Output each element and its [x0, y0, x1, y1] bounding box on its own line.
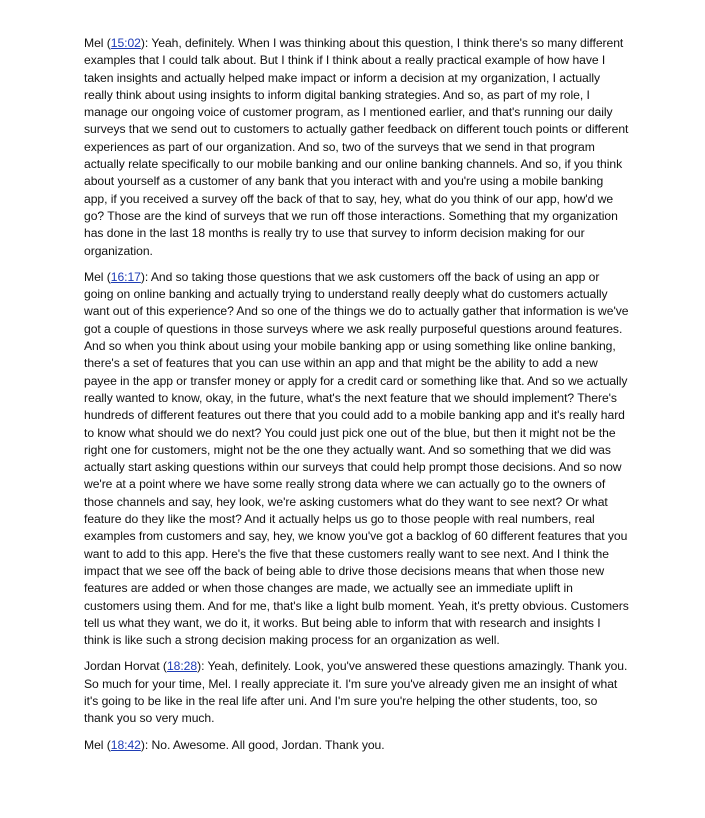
transcript-paragraph: Mel (15:02): Yeah, definitely. When I was thinking about this question, I think there's so many different examples that I could talk about. But I think if I think about a really practical example of how have I taken insights and actually helped make impact or inform a decision at my organization, I actually really think about using insights to inform digital banking strategies. And so, as part of my role, I manage our ongoing voice of customer program, as I mentioned earlier, and that's running our daily surveys that we send out to customers to actually gather feedback on different touch points or different experiences as part of our organization. And so, two of the surveys that we send in that program actually relate specifically to our mobile banking and our online banking channels. And so, if you think about yourself as a customer of any bank that you interact with and you're using a mobile banking app, if you received a survey off the back of that to say, hey, what do you think of our app, how'd we go? Those are the kind of surveys that we run off those interactions. Something that my organization has done in the last 18 months is really try to use that survey to inform decision making for our organization.	[84, 36, 629, 258]
paragraph-text: : Yeah, definitely. Look, you've answered these questions amazingly. Thank you. So much for your time, Mel. I really appreciate it. I'm sure you've already given me an insight of what it's going to be like in the real life after uni. And I'm sure you're helping the other students, too, so thank you so very much.	[84, 659, 628, 726]
timestamp-link[interactable]: 18:28	[166, 659, 198, 674]
paragraph-text: : And so taking those questions that we ask customers off the back of using an app or going on online banking and actually trying to understand really deeply what do customers actually want out of this experience? And so one of the things we do to actually gather that information is we've got a couple of questions in those surveys where we ask really purposeful questions around features. And so when you think about using your mobile banking app or using something like online banking, there's a set of features that you can use within an app and that might be the ability to add a new payee in the app or transfer money or apply for a credit card or something like that. And so we actually really wanted to know, okay, in the future, what's the next feature that we should implement? There's hundreds of different features out there that you could add to a mobile banking app and it's really hard to know what should we do next? You could just pick one out of the blue, but then it might not be the right one for customers, might not be the one they actually want. And so something that we did was actually start asking questions within our surveys that could help prompt those decisions. And so now we're at a point where we have some really strong data where we can actually go to the owners of those channels and say, hey look, we're asking customers what do they want to see next? Or what feature do they like the most? And it actually helps us go to those people with real numbers, real examples from customers and say, hey, we know you've got a backlog of 60 different features that you want to add to this app. Here's the five that these customers really want to see next. And I think the impact that we see off the back of being able to drive those decisions means that when those new features are added or when those changes are made, we actually see an immediate uplift in customers using them. And for me, that's like a light bulb moment. Yeah, it's pretty obvious. Customers tell us what they want, we do it, it works. But being able to inform that with research and insights I think is like such a strong decision making process for an organization as well.	[84, 269, 629, 648]
transcript-paragraph: Jordan Horvat (18:28): Yeah, definitely. Look, you've answered these questions amazingly. Thank you. So much for your time, Mel. I really appreciate it. I'm sure you've already given me an insight of what it's going to be like in the real life after uni. And I'm sure you're helping the other students, too, so thank you so very much.	[84, 659, 628, 726]
transcript-body	[84, 35, 629, 763]
timestamp-link[interactable]: 16:17	[110, 269, 141, 284]
speaker-name: Mel	[84, 737, 104, 752]
transcript-paragraph: Mel (18:42): No. Awesome. All good, Jordan. Thank you.	[84, 737, 385, 752]
speaker-name: Jordan Horvat	[84, 659, 160, 674]
timestamp-link[interactable]: 15:02	[110, 36, 141, 50]
timestamp-link[interactable]: 18:42	[110, 737, 141, 752]
paragraph-text: : No. Awesome. All good, Jordan. Thank you.	[144, 737, 385, 752]
speaker-name: Mel	[84, 36, 104, 50]
paragraph-text: : Yeah, definitely. When I was thinking about this question, I think there's so many different examples that I could talk about. But I think if I think about a really practical example of how have I taken insights and actually helped make impact or inform a decision at my organization, I actually really think about using insights to inform digital banking strategies. And so, as part of my role, I manage our ongoing voice of customer program, as I mentioned earlier, and that's running our daily surveys that we send out to customers to actually gather feedback on different touch points or different experiences as part of our organization. And so, two of the surveys that we send in that program actually relate specifically to our mobile banking and our online banking channels. And so, if you think about yourself as a customer of any bank that you interact with and you're using a mobile banking app, if you received a survey off the back of that to say, hey, what do you think of our app, how'd we go? Those are the kind of surveys that we run off those interactions. Something that my organization has done in the last 18 months is really try to use that survey to inform decision making for our organization.	[84, 36, 629, 258]
transcript-paragraph: Mel (16:17): And so taking those questions that we ask customers off the back of using an app or going on online banking and actually trying to understand really deeply what do customers actually want out of this experience? And so one of the things we do to actually gather that information is we've got a couple of questions in those surveys where we ask really purposeful questions around features. And so when you think about using your mobile banking app or using something like online banking, there's a set of features that you can use within an app and that might be the ability to add a new payee in the app or transfer money or apply for a credit card or something like that. And so we actually really wanted to know, okay, in the future, what's the next feature that we should implement? There's hundreds of different features out there that you could add to a mobile banking app and it's really hard to know what should we do next? You could just pick one out of the blue, but then it might not be the right one for customers, might not be the one they actually want. And so something that we did was actually start asking questions within our surveys that could help prompt those decisions. And so now we're at a point where we have some really strong data where we can actually go to the owners of those channels and say, hey look, we're asking customers what do they want to see next? Or what feature do they like the most? And it actually helps us go to those people with real numbers, real examples from customers and say, hey, we know you've got a backlog of 60 different features that you want to add to this app. Here's the five that these customers really want to see next. And I think the impact that we see off the back of being able to drive those decisions means that when those new features are added or when those changes are made, we actually see an immediate uplift in customers using them. And for me, that's like a light bulb moment. Yeah, it's pretty obvious. Customers tell us what they want, we do it, it works. But being able to inform that with research and insights I think is like such a strong decision making process for an organization as well.	[84, 269, 629, 648]
speaker-name: Mel	[84, 269, 104, 284]
